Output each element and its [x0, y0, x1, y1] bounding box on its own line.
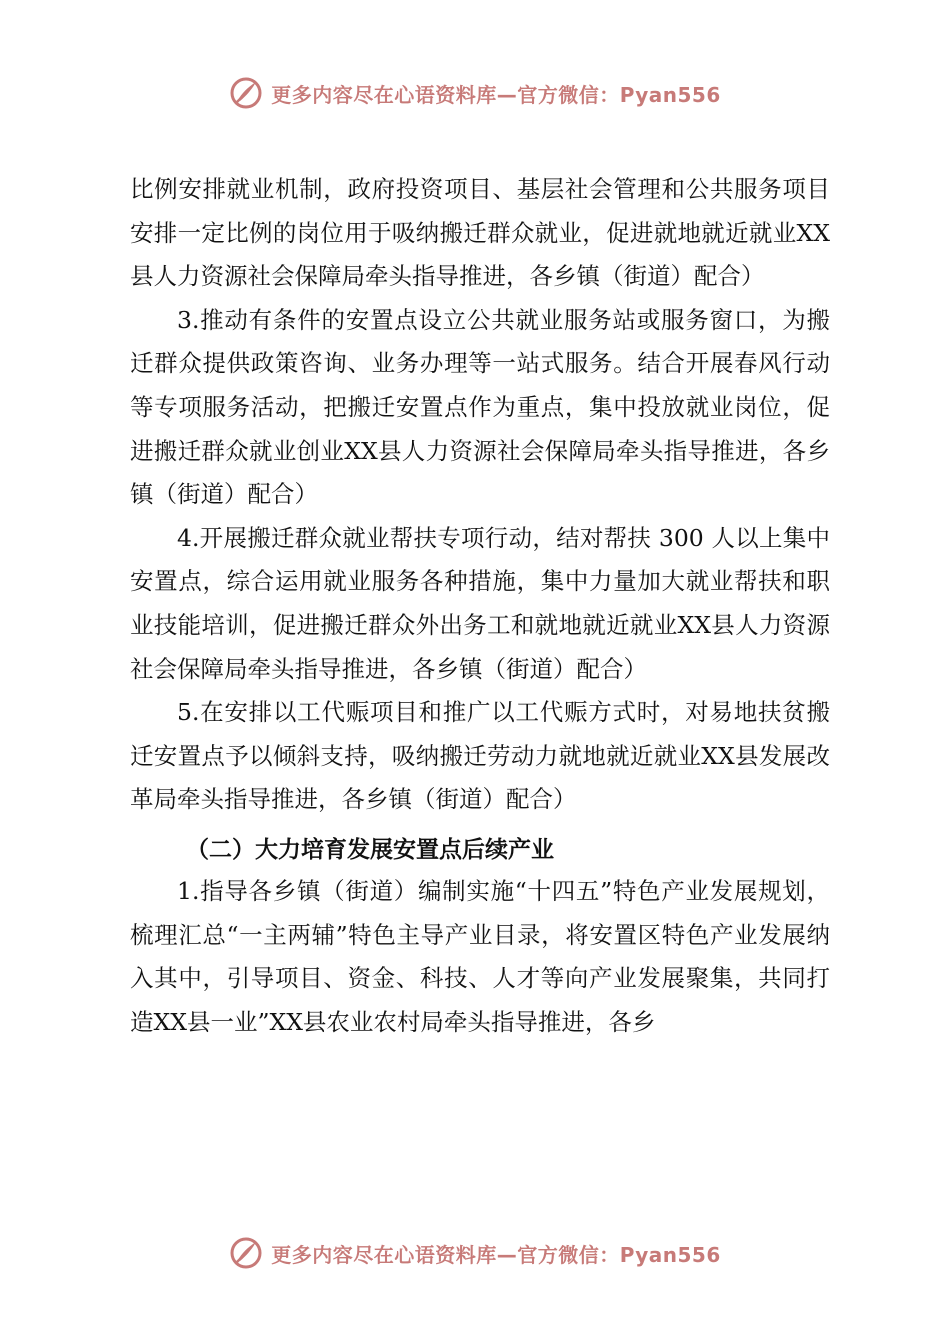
quill-seal-icon [229, 1236, 263, 1270]
paragraph-item-4: 4.开展搬迁群众就业帮扶专项行动，结对帮扶 300 人以上集中安置点，综合运用就业服务各种措施，集中力量加大就业帮扶和职业技能培训，促进搬迁群众外出务工和就地就近就业XX县人力资源社会保障局牵头指导推进，各乡镇（街道）配合） [130, 523, 830, 683]
paragraph-item-1: 1.指导各乡镇（街道）编制实施“十四五”特色产业发展规划，梳理汇总“一主两辅”特色主导产业目录，将安置区特色产业发展纳入其中，引导项目、资金、科技、人才等向产业发展聚集，共同打造XX县一业”XX县农业农村局牵头指导推进，各乡 [130, 876, 830, 1036]
quill-seal-icon [229, 76, 263, 110]
watermark-text: 更多内容尽在心语资料库—官方微信：Pyan556 [271, 82, 721, 107]
paragraph-item-3: 3.推动有条件的安置点设立公共就业服务站或服务窗口，为搬迁群众提供政策咨询、业务办理等一站式服务。结合开展春风行动等专项服务活动，把搬迁安置点作为重点，集中投放就业岗位，促进搬迁群众就业创业XX县人力资源社会保障局牵头指导推进，各乡镇（街道）配合） [130, 305, 830, 509]
paragraph-item-5: 5.在安排以工代赈项目和推广以工代赈方式时，对易地扶贫搬迁安置点予以倾斜支持，吸纳搬迁劳动力就地就近就业XX县发展改革局牵头指导推进，各乡镇（街道）配合） [130, 698, 830, 814]
header-watermark [0, 68, 950, 118]
paragraph-continuation: 比例安排就业机制，政府投资项目、基层社会管理和公共服务项目安排一定比例的岗位用于吸纳搬迁群众就业，促进就地就近就业XX县人力资源社会保障局牵头指导推进，各乡镇（街道）配合） [130, 175, 830, 291]
footer-watermark [0, 1228, 950, 1278]
document-body [130, 168, 830, 1044]
watermark-text: 更多内容尽在心语资料库—官方微信：Pyan556 [271, 1242, 721, 1267]
section-heading: （二）大力培育发展安置点后续产业 [186, 836, 554, 863]
